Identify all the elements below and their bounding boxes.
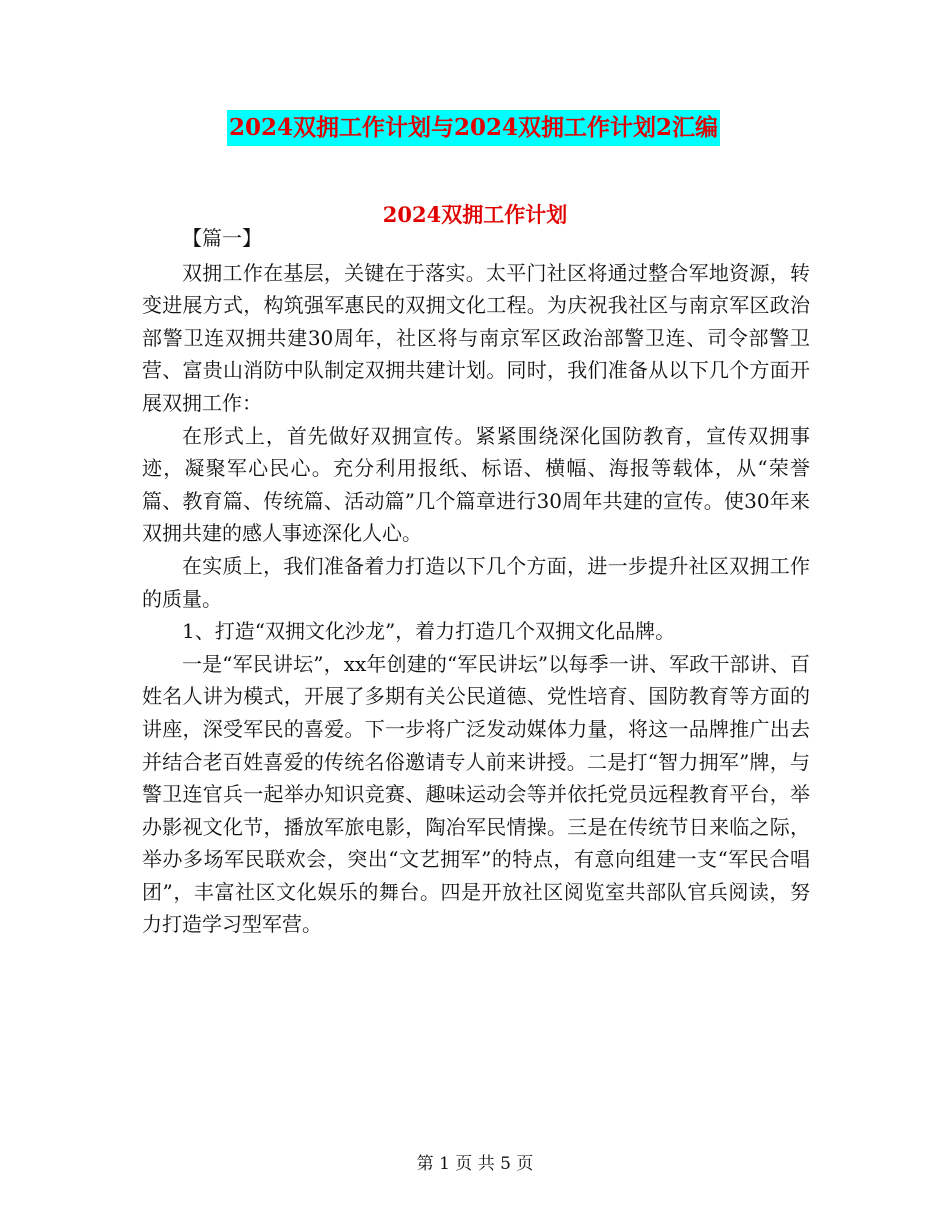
paragraph: 1、打造“双拥文化沙龙”，着力打造几个双拥文化品牌。: [182, 619, 676, 644]
page-footer: 第 1 页 共 5 页: [416, 1154, 534, 1174]
paragraph: 一是“军民讲坛”，xx年创建的“军民讲坛”以每季一讲、军政干部讲、百姓名人讲为模式，开展了多期有关公民道德、党性培育、国防教育等方面的讲座，深受军民的喜爱。下一步将广泛发动媒体力量，将这一品牌推广出去并结合老百姓喜爱的传统名俗邀请专人前来讲授。二是打“智力拥军”牌，与警卫连官兵一起举办知识竞赛、趣味运动会等并依托党员远程教育平台，举办影视文化节，播放军旅电影，陶冶军民情操。三是在传统节日来临之际，举办多场军民联欢会，突出“文艺拥军”的特点，有意向组建一支“军民合唱团”，丰富社区文化娱乐的舞台。四是开放社区阅览室共部队官兵阅读，努力打造学习型军营。: [142, 651, 810, 937]
paragraph: 在形式上，首先做好双拥宣传。紧紧围绕深化国防教育，宣传双拥事迹，凝聚军心民心。充分利用报纸、标语、横幅、海报等载体，从“荣誉篇、教育篇、传统篇、活动篇”几个篇章进行30周年共建的宣传。使30年来双拥共建的感人事迹深化人心。: [142, 423, 810, 546]
document-title: 2024双拥工作计划与2024双拥工作计划2汇编: [227, 110, 720, 146]
document-body: [142, 222, 810, 941]
part-label: 【篇一】: [182, 226, 262, 250]
section-title: 2024双拥工作计划: [382, 202, 568, 227]
paragraph: 在实质上，我们准备着力打造以下几个方面，进一步提升社区双拥工作的质量。: [142, 553, 810, 611]
paragraph: 双拥工作在基层，关键在于落实。太平门社区将通过整合军地资源，转变进展方式，构筑强军惠民的双拥文化工程。为庆祝我社区与南京军区政治部警卫连双拥共建30周年，社区将与南京军区政治部警卫连、司令部警卫营、富贵山消防中队制定双拥共建计划。同时，我们准备从以下几个方面开展双拥工作：: [142, 260, 810, 415]
